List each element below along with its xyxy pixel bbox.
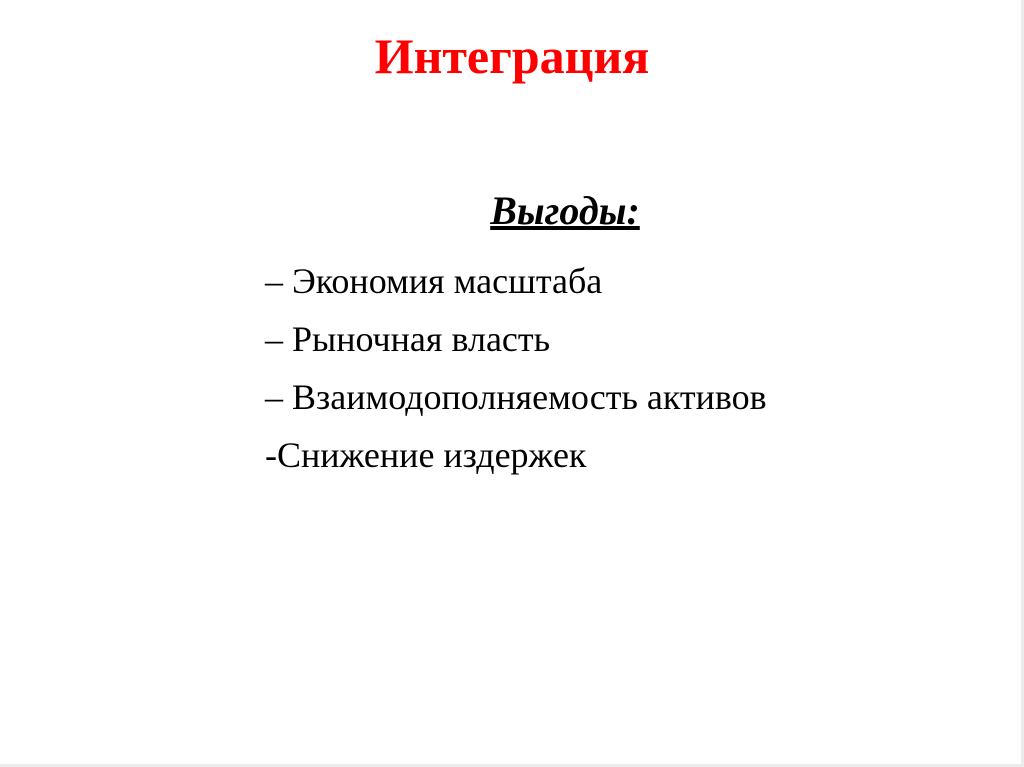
benefits-list: [265, 252, 767, 484]
benefit-item: -Снижение издержек: [265, 435, 587, 475]
benefit-item: – Экономия масштаба: [265, 261, 603, 301]
benefit-item: – Взаимодополняемость активов: [265, 377, 767, 417]
slide-title: Интеграция: [374, 28, 650, 84]
benefit-item: – Рыночная власть: [265, 319, 551, 359]
benefits-heading: Выгоды:: [490, 188, 640, 233]
